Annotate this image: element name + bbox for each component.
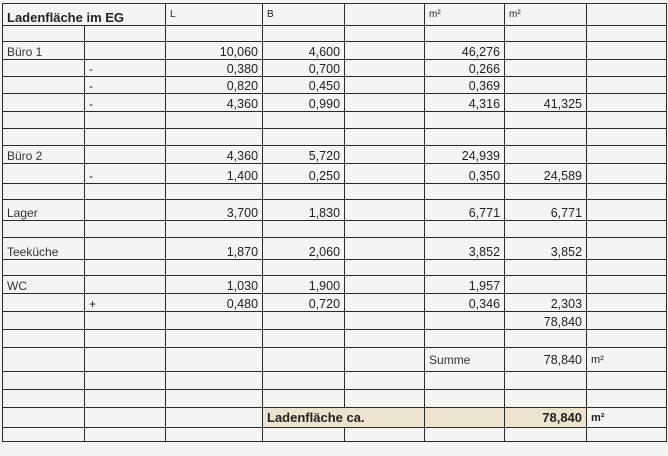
table-row: [3, 146, 667, 164]
area-value: 1,957: [425, 276, 505, 294]
table-row: [3, 238, 667, 260]
spacer-row: [3, 129, 667, 146]
column-header-subtotal: m²: [505, 4, 587, 26]
summe-row: [3, 348, 667, 372]
operator: -: [85, 60, 166, 77]
total-row: [3, 408, 667, 428]
subtotal-value: [505, 42, 587, 60]
width-value: 1,900: [263, 276, 345, 294]
room-label: WC: [3, 276, 85, 294]
width-value: 2,060: [263, 238, 345, 260]
width-value: 0,700: [263, 60, 345, 77]
table-row: [3, 42, 667, 60]
table-row: [3, 94, 667, 112]
area-value: 0,350: [425, 164, 505, 184]
length-value: 10,060: [166, 42, 263, 60]
subtotal-value: 3,852: [505, 238, 587, 260]
table-row: [3, 60, 667, 77]
area-value: 0,369: [425, 77, 505, 94]
subtotal-value: 24,589: [505, 164, 587, 184]
area-value: 24,939: [425, 146, 505, 164]
length-value: 0,480: [166, 294, 263, 312]
width-value: 1,830: [263, 200, 345, 221]
subtotal-value: 2,303: [505, 294, 587, 312]
width-value: 0,990: [263, 94, 345, 112]
subtotal-sum: 78,840: [505, 312, 587, 330]
width-value: 4,600: [263, 42, 345, 60]
operator: -: [85, 94, 166, 112]
length-value: 0,820: [166, 77, 263, 94]
spacer-row: [3, 372, 667, 390]
operator: -: [85, 77, 166, 94]
spacer-row: [3, 184, 667, 200]
room-label: Büro 1: [3, 42, 85, 60]
table-row: [3, 77, 667, 94]
length-value: 4,360: [166, 94, 263, 112]
spacer-row: [3, 330, 667, 348]
area-value: 46,276: [425, 42, 505, 60]
spacer-row: [3, 428, 667, 442]
operator: [85, 42, 166, 60]
width-value: 0,720: [263, 294, 345, 312]
area-value: 6,771: [425, 200, 505, 221]
table-title: Ladenfläche im EG: [3, 4, 166, 26]
subtotal-row: [3, 312, 667, 330]
summe-value: 78,840: [505, 348, 587, 372]
area-value: 0,266: [425, 60, 505, 77]
length-value: 4,360: [166, 146, 263, 164]
table-row: [3, 294, 667, 312]
spacer-row: [3, 390, 667, 408]
area-calculation-table: [2, 3, 667, 442]
subtotal-value: 6,771: [505, 200, 587, 221]
column-header-length: L: [166, 4, 263, 26]
spacer-row: [3, 112, 667, 129]
table-row: [3, 276, 667, 294]
column-header-width: B: [263, 4, 345, 26]
spacer-row: [3, 260, 667, 276]
table-row: [3, 200, 667, 221]
column-header-area: m²: [425, 4, 505, 26]
total-label: Ladenfläche ca.: [263, 408, 425, 428]
width-value: 0,450: [263, 77, 345, 94]
operator: +: [85, 294, 166, 312]
header-row: [3, 4, 667, 26]
length-value: 0,380: [166, 60, 263, 77]
width-value: 5,720: [263, 146, 345, 164]
width-value: 0,250: [263, 164, 345, 184]
operator: -: [85, 164, 166, 184]
spacer-row: [3, 26, 667, 42]
table-row: [3, 164, 667, 184]
length-value: 1,400: [166, 164, 263, 184]
summe-unit: m²: [587, 348, 667, 372]
spacer-row: [3, 221, 667, 238]
room-label: Teeküche: [3, 238, 85, 260]
subtotal-value: 41,325: [505, 94, 587, 112]
length-value: 1,870: [166, 238, 263, 260]
room-label: Lager: [3, 200, 85, 221]
total-unit: m²: [587, 408, 667, 428]
total-value: 78,840: [505, 408, 587, 428]
area-value: 3,852: [425, 238, 505, 260]
room-label: Büro 2: [3, 146, 85, 164]
length-value: 3,700: [166, 200, 263, 221]
length-value: 1,030: [166, 276, 263, 294]
summe-label: Summe: [425, 348, 505, 372]
area-value: 0,346: [425, 294, 505, 312]
area-value: 4,316: [425, 94, 505, 112]
